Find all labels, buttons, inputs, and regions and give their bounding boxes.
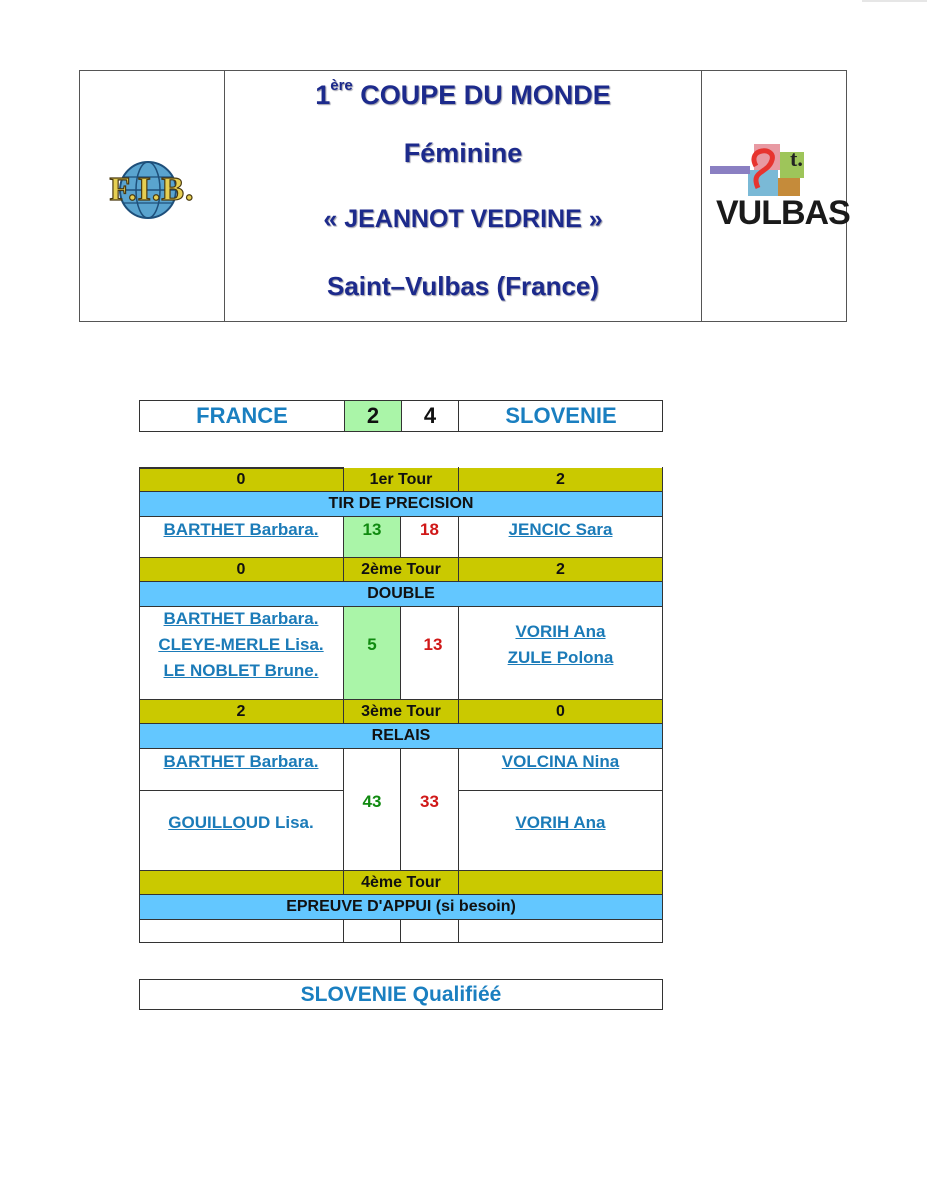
qualified-team: SLOVENIE <box>300 982 407 1006</box>
round-2-left-points: 0 <box>236 561 246 578</box>
svg-text:F.I.B.: F.I.B. <box>109 171 195 208</box>
grid-line <box>343 919 344 943</box>
m2-left-player-2[interactable]: CLEYE-MERLE Lisa. <box>158 635 324 654</box>
round-1-label: 1er Tour <box>369 471 433 488</box>
round-4-right-points <box>459 871 662 895</box>
grid-line <box>139 919 663 920</box>
grid-line <box>458 790 663 791</box>
m1-left-player[interactable]: BARTHET Barbara. <box>163 520 319 539</box>
m2-right-score: 13 <box>423 635 443 654</box>
title-text: COUPE DU MONDE <box>352 80 611 110</box>
right-team-name: SLOVENIE <box>458 401 663 431</box>
m3-right-player-1[interactable]: VOLCINA Nina <box>501 752 620 771</box>
fib-globe-icon <box>84 158 220 222</box>
m3-left-player-1[interactable]: BARTHET Barbara. <box>163 752 319 771</box>
title-ordinal: 1 <box>315 80 331 110</box>
m3-right-player-2[interactable]: VORIH Ana <box>515 813 606 832</box>
m3-right-score: 33 <box>420 792 439 811</box>
left-team-name: FRANCE <box>196 403 288 428</box>
m2-left-player-3[interactable]: LE NOBLET Brune. <box>163 661 319 680</box>
m1-right-score: 18 <box>420 520 439 539</box>
grid-line <box>400 919 401 943</box>
grid-line <box>662 467 663 943</box>
grid-line <box>139 790 344 791</box>
tournament-name: « JEANNOT VEDRINE » <box>323 205 603 233</box>
score-bar <box>139 400 663 432</box>
m3-left-score: 43 <box>362 792 382 811</box>
event-1-title: TIR DE PRECISION <box>328 495 474 512</box>
round-2-label: 2ème Tour <box>361 561 441 578</box>
event-3-title: RELAIS <box>371 727 431 744</box>
event-2-title: DOUBLE <box>367 585 435 602</box>
result-box <box>139 979 663 1010</box>
round-1-right-points: 2 <box>556 471 565 488</box>
subtitle: Féminine <box>403 138 523 168</box>
page-title <box>225 77 701 111</box>
round-2-right-points: 2 <box>556 561 565 578</box>
title-superscript: ère <box>330 77 353 94</box>
round-3-label: 3ème Tour <box>361 703 441 720</box>
round-4-label: 4ème Tour <box>361 874 441 891</box>
location: Saint–Vulbas (France) <box>326 271 600 301</box>
m3-left-player-2-rest: UD Lisa. <box>245 813 314 832</box>
grid-line <box>139 942 663 943</box>
qualified-status: Qualifiéé <box>406 982 502 1006</box>
right-team-score: 4 <box>401 401 458 431</box>
m2-right-player-1[interactable]: VORIH Ana <box>515 622 606 641</box>
round-4-left-points <box>139 871 343 895</box>
left-team-score: 2 <box>344 401 401 431</box>
st-vulbas-logo <box>706 140 850 236</box>
grid-line <box>458 919 459 943</box>
event-4-title: EPREUVE D'APPUI (si besoin) <box>286 898 516 915</box>
fib-logo <box>84 158 220 222</box>
m1-left-score: 13 <box>362 520 382 539</box>
vulbas-logo-text: VULBAS <box>716 194 850 232</box>
corner-mark <box>862 0 927 2</box>
svg-text:t.: t. <box>790 146 803 171</box>
m1-right-player[interactable]: JENCIC Sara <box>508 520 613 539</box>
header-divider-right <box>701 70 702 322</box>
m2-right-player-2[interactable]: ZULE Polona <box>507 648 614 667</box>
round-3-left-points: 2 <box>236 703 246 720</box>
round-3-right-points: 0 <box>556 703 565 720</box>
m2-left-player-1[interactable]: BARTHET Barbara. <box>163 609 319 628</box>
round-1-left-points: 0 <box>236 471 246 488</box>
m3-left-player-2[interactable] <box>139 810 343 836</box>
m3-left-player-2-linked[interactable]: GOUILLO <box>168 813 246 832</box>
m2-left-score: 5 <box>367 635 377 654</box>
